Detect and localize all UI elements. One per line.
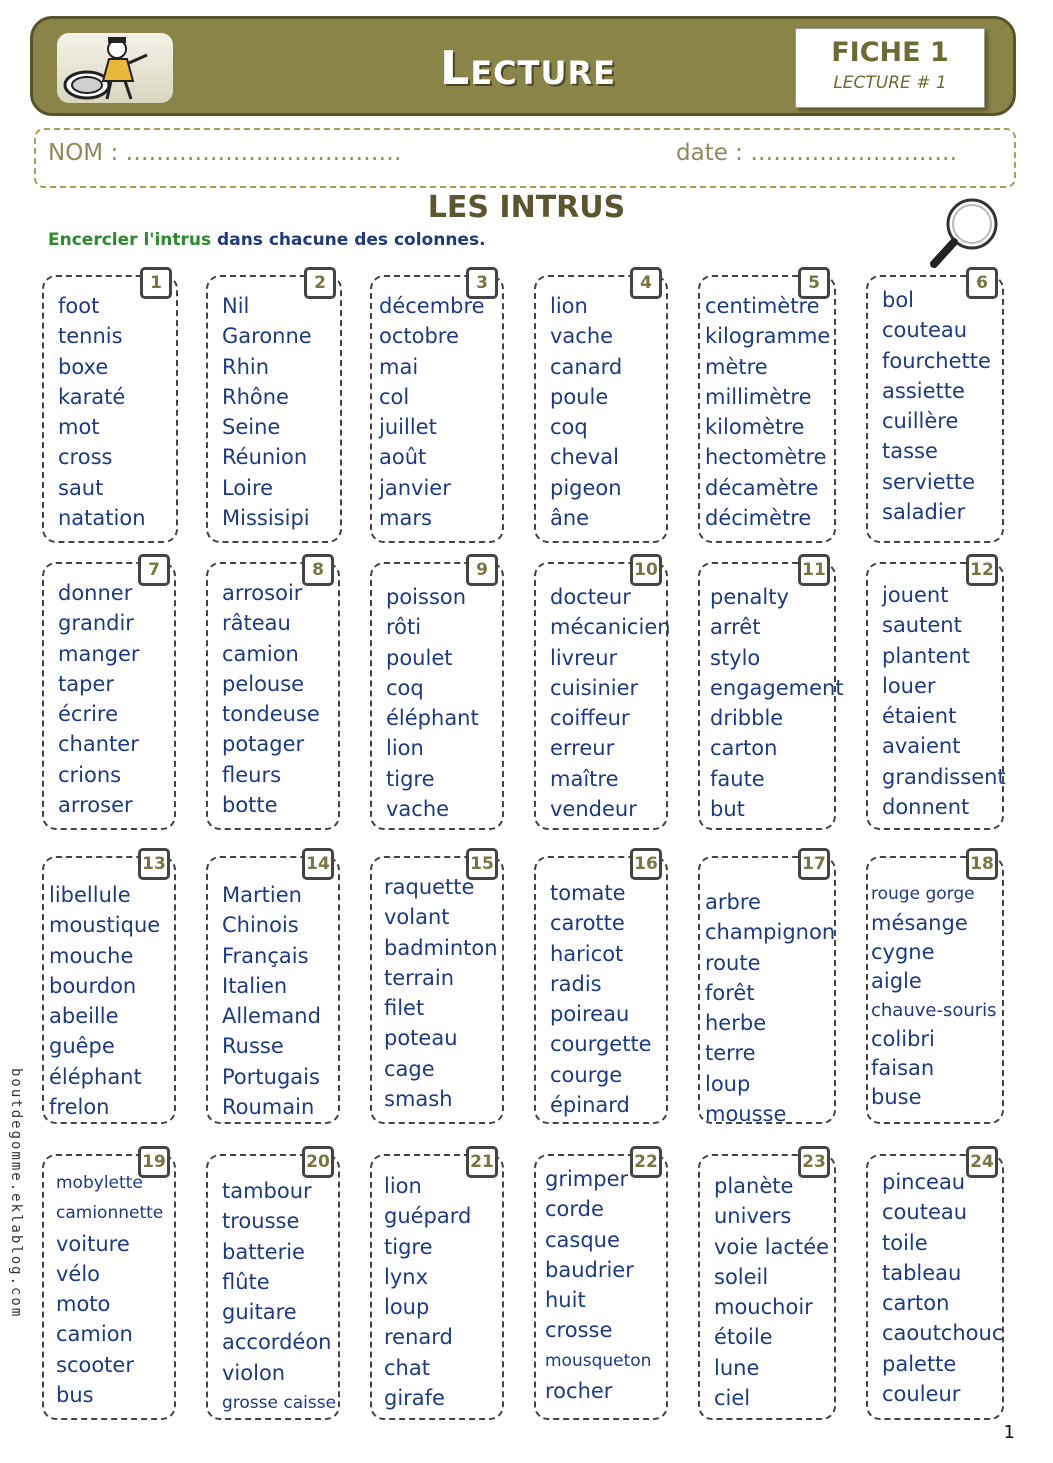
exercise-number: 5 [798, 267, 830, 299]
word[interactable]: col [379, 384, 410, 409]
word[interactable]: stylo [710, 645, 761, 670]
word[interactable]: accordéon [222, 1330, 332, 1355]
exercise-number: 1 [140, 267, 172, 299]
word[interactable]: écrire [58, 702, 119, 727]
word[interactable]: aigle [871, 969, 922, 993]
word[interactable]: courgette [550, 1032, 652, 1057]
exercise-number: 17 [798, 848, 830, 880]
word[interactable]: éléphant [49, 1064, 142, 1089]
word[interactable]: lion [384, 1174, 422, 1198]
word[interactable]: poteau [384, 1026, 458, 1051]
word[interactable]: carotte [550, 911, 625, 936]
word[interactable]: ciel [714, 1386, 751, 1411]
word-list [384, 1171, 471, 1413]
word[interactable]: Nil [222, 294, 250, 318]
word[interactable]: raquette [384, 875, 475, 899]
word-list [379, 291, 485, 533]
word-list [58, 291, 146, 533]
exercise-card [698, 1154, 836, 1420]
exercise-card [206, 562, 340, 830]
exercise-card [866, 1154, 1004, 1420]
word[interactable]: smash [384, 1087, 453, 1112]
word[interactable]: moustique [49, 913, 161, 938]
word[interactable]: libellule [49, 883, 131, 907]
word-list [871, 880, 997, 1112]
word[interactable]: kilomètre [705, 415, 805, 440]
exercise-number: 4 [630, 267, 662, 299]
word-list [58, 578, 140, 820]
word[interactable]: baudrier [545, 1257, 634, 1282]
word[interactable]: violon [222, 1360, 286, 1385]
exercise-card [370, 1154, 504, 1420]
word[interactable]: arrêt [710, 615, 761, 640]
word[interactable]: chanter [58, 732, 139, 757]
exercise-number: 15 [466, 848, 498, 880]
exercise-card [698, 275, 836, 543]
exercise-number: 16 [630, 848, 662, 880]
word[interactable]: vache [550, 324, 614, 349]
word[interactable]: haricot [550, 941, 624, 966]
word[interactable]: grosse caisse [222, 1393, 337, 1414]
word[interactable]: vélo [56, 1261, 101, 1286]
word[interactable]: mobylette [56, 1173, 143, 1193]
word[interactable]: jouent [882, 583, 949, 607]
word[interactable]: batterie [222, 1239, 305, 1264]
word[interactable]: voie lactée [714, 1234, 830, 1259]
word[interactable]: fourchette [882, 348, 991, 373]
word[interactable]: saut [58, 475, 104, 500]
word[interactable]: tasse [882, 439, 938, 464]
exercise-number: 14 [302, 848, 334, 880]
word[interactable]: poisson [386, 585, 467, 609]
magnifier-icon [920, 196, 1010, 276]
word-list [714, 1171, 829, 1413]
word[interactable]: guitare [222, 1300, 297, 1325]
exercise-number: 20 [302, 1146, 334, 1178]
word[interactable]: mouchoir [714, 1295, 813, 1320]
exercise-number: 8 [302, 554, 334, 586]
word[interactable]: mousqueton [545, 1350, 652, 1371]
word[interactable]: abeille [49, 1004, 119, 1029]
word[interactable]: corde [545, 1197, 604, 1222]
word-list [49, 880, 160, 1122]
word-list [705, 291, 830, 533]
page-number: 1 [1003, 1422, 1015, 1443]
word[interactable]: lynx [384, 1264, 428, 1289]
exercise-card [698, 560, 844, 830]
exercise-card [866, 275, 1004, 543]
word[interactable]: forêt [705, 980, 755, 1005]
word[interactable]: botte [222, 793, 278, 818]
word[interactable]: lion [550, 294, 588, 318]
word[interactable]: hectomètre [705, 445, 827, 470]
word[interactable]: étoile [714, 1325, 773, 1350]
word[interactable]: saladier [882, 500, 966, 525]
word[interactable]: plantent [882, 643, 971, 668]
name-date-box [34, 128, 1016, 188]
word[interactable]: tableau [882, 1260, 962, 1285]
word[interactable]: couleur [882, 1382, 961, 1407]
word[interactable]: faute [710, 766, 765, 791]
word[interactable]: mai [379, 354, 419, 379]
name-field[interactable]: NOM : ……………………………… [48, 140, 402, 166]
word[interactable]: coq [386, 675, 424, 700]
word-list [550, 878, 652, 1120]
word[interactable]: potager [222, 732, 305, 757]
exercise-card [534, 856, 668, 1124]
exercise-number: 10 [630, 554, 662, 586]
word[interactable]: foot [58, 294, 100, 318]
word[interactable]: étaient [882, 704, 957, 729]
word[interactable]: camion [222, 641, 299, 666]
word-list [384, 872, 498, 1114]
page-title: Lecture [440, 41, 616, 95]
word[interactable]: erreur [550, 736, 615, 761]
word[interactable]: pigeon [550, 475, 622, 500]
word-list [882, 285, 991, 527]
word[interactable]: mars [379, 506, 432, 531]
word[interactable]: Rhône [222, 384, 289, 409]
word-list [550, 582, 671, 824]
word[interactable]: Missisipi [222, 506, 310, 531]
word[interactable]: tambour [222, 1179, 312, 1203]
exercise-number: 7 [138, 554, 170, 586]
word[interactable]: planète [714, 1174, 794, 1198]
word-list [386, 582, 479, 824]
word[interactable]: but [710, 797, 745, 822]
word[interactable]: rocher [545, 1379, 613, 1404]
word-list [882, 1167, 1003, 1409]
word-list [545, 1164, 651, 1406]
word[interactable]: poulet [386, 645, 453, 670]
word[interactable]: vendeur [550, 797, 637, 822]
word[interactable]: donnent [882, 795, 970, 820]
instruction-rest: dans chacune des colonnes. [211, 230, 486, 250]
exercise-number: 19 [138, 1146, 170, 1178]
word[interactable]: flûte [222, 1269, 270, 1294]
word[interactable]: Italien [222, 973, 288, 998]
word[interactable]: cross [58, 445, 113, 470]
site-credit: boutdegomme.eklablog.com [8, 1068, 24, 1319]
word[interactable]: loup [384, 1295, 430, 1320]
word-list [882, 580, 1006, 822]
fiche-number: FICHE 1 [831, 37, 949, 68]
word[interactable]: huit [545, 1288, 586, 1313]
word[interactable]: coq [550, 415, 588, 440]
exercise-number: 13 [138, 848, 170, 880]
exercise-card [42, 1154, 176, 1420]
word[interactable]: radis [550, 971, 602, 996]
word[interactable]: carton [882, 1291, 950, 1316]
word[interactable]: Roumain [222, 1095, 315, 1120]
word[interactable]: chat [384, 1355, 430, 1380]
word[interactable]: cage [384, 1056, 435, 1081]
word[interactable]: millimètre [705, 384, 812, 409]
word[interactable]: renard [384, 1325, 453, 1350]
exercise-card [370, 275, 504, 543]
word[interactable]: maître [550, 766, 619, 791]
word[interactable]: sautent [882, 613, 962, 638]
date-field[interactable]: date : ……………………… [676, 140, 958, 166]
exercise-number: 2 [304, 267, 336, 299]
word[interactable]: karaté [58, 384, 126, 409]
word[interactable]: grandissent [882, 764, 1006, 789]
word[interactable]: Allemand [222, 1004, 321, 1029]
word[interactable]: guépard [384, 1204, 472, 1229]
header-banner [30, 16, 1016, 116]
instruction [48, 230, 486, 250]
word[interactable]: Réunion [222, 445, 308, 470]
word[interactable]: taper [58, 671, 114, 696]
word[interactable]: Rhin [222, 354, 270, 379]
word[interactable]: badminton [384, 935, 498, 960]
word[interactable]: décimètre [705, 506, 812, 531]
word[interactable]: octobre [379, 324, 459, 349]
fiche-subtitle: LECTURE # 1 [833, 73, 947, 93]
word[interactable]: pelouse [222, 671, 305, 696]
word[interactable]: casque [545, 1227, 620, 1252]
exercise-card [698, 854, 836, 1127]
word[interactable]: couteau [882, 1200, 968, 1225]
word[interactable]: mécanicien [550, 615, 671, 640]
worksheet-title: LES INTRUS [427, 190, 626, 225]
word[interactable]: mètre [705, 354, 768, 379]
word[interactable]: chauve-souris [871, 1000, 997, 1021]
word[interactable]: râteau [222, 611, 291, 636]
word[interactable]: cheval [550, 445, 619, 470]
word[interactable]: camionnette [56, 1203, 164, 1224]
word[interactable]: tomate [550, 881, 626, 905]
word[interactable]: natation [58, 506, 146, 531]
word[interactable]: toile [882, 1230, 928, 1255]
exercise-card [866, 856, 1004, 1124]
word[interactable]: mouche [49, 943, 134, 968]
exercise-number: 22 [630, 1146, 662, 1178]
exercise-card [534, 1154, 668, 1420]
word[interactable]: décembre [379, 294, 485, 318]
word[interactable]: grandir [58, 611, 134, 636]
word[interactable]: champignon [705, 920, 836, 945]
word[interactable]: lune [714, 1355, 760, 1380]
word[interactable]: camion [56, 1322, 133, 1347]
detective-icon [57, 33, 173, 103]
word[interactable]: girafe [384, 1386, 445, 1411]
word[interactable]: poireau [550, 1002, 630, 1027]
word[interactable]: kilogramme [705, 324, 831, 349]
word[interactable]: fleurs [222, 762, 282, 787]
word[interactable]: tigre [386, 766, 435, 791]
exercise-number: 9 [466, 554, 498, 586]
word[interactable]: colibri [871, 1027, 935, 1051]
word[interactable]: frelon [49, 1095, 110, 1120]
word[interactable]: Martien [222, 883, 302, 907]
fiche-card [795, 28, 985, 108]
word[interactable]: dribble [710, 706, 784, 731]
word[interactable]: cuisinier [550, 675, 639, 700]
word[interactable]: loup [705, 1071, 751, 1096]
word[interactable]: carton [710, 736, 778, 761]
word[interactable]: bol [882, 288, 915, 312]
word[interactable]: univers [714, 1204, 792, 1229]
word[interactable]: volant [384, 905, 450, 930]
word[interactable]: docteur [550, 585, 631, 609]
word[interactable]: serviette [882, 469, 976, 494]
word[interactable]: Chinois [222, 913, 299, 938]
word-list [710, 582, 844, 824]
word[interactable]: août [379, 445, 427, 470]
word[interactable]: faisan [871, 1056, 935, 1080]
word[interactable]: juillet [379, 415, 437, 440]
word[interactable]: voiture [56, 1231, 130, 1256]
exercise-card [370, 856, 504, 1124]
word[interactable]: boxe [58, 354, 109, 379]
word[interactable]: éléphant [386, 706, 479, 731]
instruction-verb: Encercler l'intrus [48, 230, 212, 250]
word[interactable]: centimètre [705, 294, 820, 318]
word-list [222, 880, 321, 1122]
word[interactable]: livreur [550, 645, 618, 670]
word[interactable]: bourdon [49, 973, 137, 998]
word[interactable]: mot [58, 415, 100, 440]
word[interactable]: penalty [710, 585, 789, 609]
word-list [222, 578, 320, 820]
exercise-card [42, 275, 178, 543]
word[interactable]: herbe [705, 1011, 767, 1036]
exercise-card [206, 1154, 340, 1420]
word[interactable]: donner [58, 581, 133, 605]
word[interactable]: trousse [222, 1209, 300, 1234]
word-list [222, 291, 312, 533]
exercise-number: 12 [966, 554, 998, 586]
word[interactable]: terre [705, 1041, 756, 1066]
word[interactable]: Russe [222, 1034, 284, 1059]
exercise-card [206, 856, 340, 1124]
word[interactable]: bus [56, 1383, 94, 1408]
word-list [705, 887, 835, 1129]
word[interactable]: janvier [379, 475, 451, 500]
word[interactable]: rôti [386, 615, 422, 640]
word[interactable]: rouge gorge [871, 884, 975, 904]
word[interactable]: assiette [882, 378, 965, 403]
detective-logo [57, 33, 173, 103]
word[interactable]: terrain [384, 965, 455, 990]
word[interactable]: guêpe [49, 1034, 115, 1059]
exercise-number: 6 [966, 267, 998, 299]
word[interactable]: Seine [222, 415, 281, 440]
word[interactable]: tigre [384, 1234, 433, 1259]
word-list [222, 1176, 336, 1418]
word[interactable]: arbre [705, 890, 761, 914]
exercise-card [534, 560, 671, 830]
word[interactable]: crosse [545, 1318, 613, 1343]
word[interactable]: couteau [882, 318, 968, 343]
word[interactable]: caoutchouc [882, 1321, 1004, 1346]
word[interactable]: courge [550, 1062, 623, 1087]
word[interactable]: avaient [882, 734, 961, 759]
word[interactable]: lion [386, 736, 424, 761]
word[interactable]: Garonne [222, 324, 312, 349]
word[interactable]: canard [550, 354, 623, 379]
word[interactable]: mousse [705, 1102, 787, 1127]
word-list [550, 291, 622, 533]
word[interactable]: arroser [58, 793, 133, 818]
word[interactable]: grimper [545, 1167, 629, 1191]
exercise-card [42, 856, 176, 1124]
word[interactable]: Loire [222, 475, 274, 500]
word[interactable]: Portugais [222, 1064, 320, 1089]
word[interactable]: Français [222, 943, 309, 968]
word[interactable]: scooter [56, 1352, 134, 1377]
word[interactable]: vache [386, 797, 450, 822]
word[interactable]: coiffeur [550, 706, 630, 731]
exercise-number: 23 [798, 1146, 830, 1178]
word[interactable]: cuillère [882, 409, 959, 434]
exercise-number: 11 [798, 554, 830, 586]
word[interactable]: poule [550, 384, 609, 409]
exercise-card [42, 562, 176, 830]
exercise-card [534, 275, 668, 543]
word[interactable]: cygne [871, 940, 935, 964]
exercise-number: 3 [466, 267, 498, 299]
word[interactable]: buse [871, 1085, 922, 1109]
exercise-number: 21 [466, 1146, 498, 1178]
word[interactable]: âne [550, 506, 590, 531]
exercise-card [866, 562, 1004, 830]
word[interactable]: filet [384, 996, 425, 1021]
word[interactable]: route [705, 950, 761, 975]
word[interactable]: pinceau [882, 1170, 966, 1194]
word[interactable]: soleil [714, 1264, 769, 1289]
word[interactable]: épinard [550, 1093, 630, 1118]
word[interactable]: palette [882, 1351, 957, 1376]
word[interactable]: engagement [710, 675, 844, 700]
exercise-card [206, 275, 342, 543]
word[interactable]: arrosoir [222, 581, 303, 605]
exercise-card [370, 562, 504, 830]
word[interactable]: mésange [871, 911, 968, 935]
exercise-number: 24 [966, 1146, 998, 1178]
word-list [56, 1168, 163, 1410]
word[interactable]: moto [56, 1292, 111, 1317]
word[interactable]: crions [58, 762, 122, 787]
word[interactable]: tennis [58, 324, 123, 349]
word[interactable]: décamètre [705, 475, 819, 500]
word[interactable]: manger [58, 641, 140, 666]
word[interactable]: tondeuse [222, 702, 320, 727]
word[interactable]: louer [882, 673, 936, 698]
exercise-number: 18 [966, 848, 998, 880]
